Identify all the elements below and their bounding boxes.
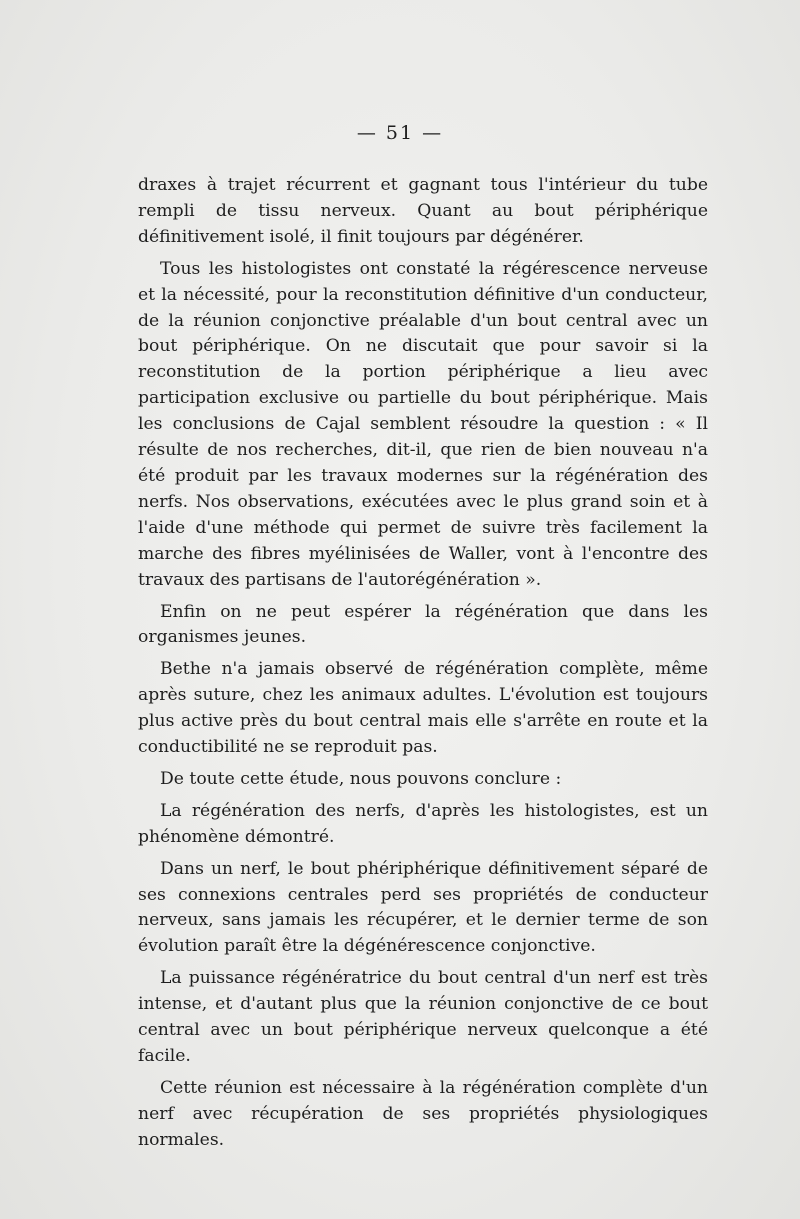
- paragraph: Bethe n'a jamais observé de régénération complète, même après suture, chez les animaux adultes. L'évolution est toujours plus active près du bout central mais elle s'arrête en route et la conductibilité ne se reproduit pas.: [138, 659, 708, 758]
- paragraph: Cette réunion est nécessaire à la régénération complète d'un nerf avec récupération de ses propriétés physiologiques normales.: [138, 1077, 708, 1150]
- paragraph: Dans un nerf, le bout phériphérique définitivement séparé de ses connexions centrales perd ses propriétés de conducteur nerveux, sans jamais les récupérer, et le dernier terme de son évolution paraît être la dégénérescence conjonctive.: [138, 858, 708, 957]
- paragraph: draxes à trajet récurrent et gagnant tous l'intérieur du tube rempli de tissu nerveux. Quant au bout périphérique définitivement isolé, il finit toujours par dégénérer.: [138, 175, 708, 247]
- paragraph: La puissance régénératrice du bout central d'un nerf est très intense, et d'autant plus que la réunion conjonctive de ce bout central avec un bout périphérique nerveux quelconque a été facile.: [138, 968, 708, 1066]
- paragraph: La régénération des nerfs, d'après les histologistes, est un phénomène démontré.: [138, 800, 708, 847]
- page-number: — 51 —: [356, 122, 444, 144]
- body-text: [138, 173, 708, 1160]
- paragraph: Tous les histologistes ont constaté la régérescence nerveuse et la nécessité, pour la reconstitution définitive d'un conducteur, de la réunion conjonctive préalable d'un bout central avec un bout périphérique. On ne discutait que pour savoir si la reconstitution de la portion périphérique a lieu avec participation exclusive ou partielle du bout périphérique. Mais les conclusions de Cajal semblent résoudre la question : « Il résulte de nos recherches, dit-il, que rien de bien nouveau n'a été produit par les travaux modernes sur la régénération des nerfs. Nos observations, exécutées avec le plus grand soin et à l'aide d'une méthode qui permet de suivre très facilement la marche des fibres myélinisées de Waller, vont à l'encontre des travaux des partisans de l'autorégénération ».: [138, 258, 708, 590]
- paragraph: Enfin on ne peut espérer la régénération que dans les organismes jeunes.: [138, 601, 708, 648]
- paragraph: De toute cette étude, nous pouvons conclure :: [160, 768, 562, 789]
